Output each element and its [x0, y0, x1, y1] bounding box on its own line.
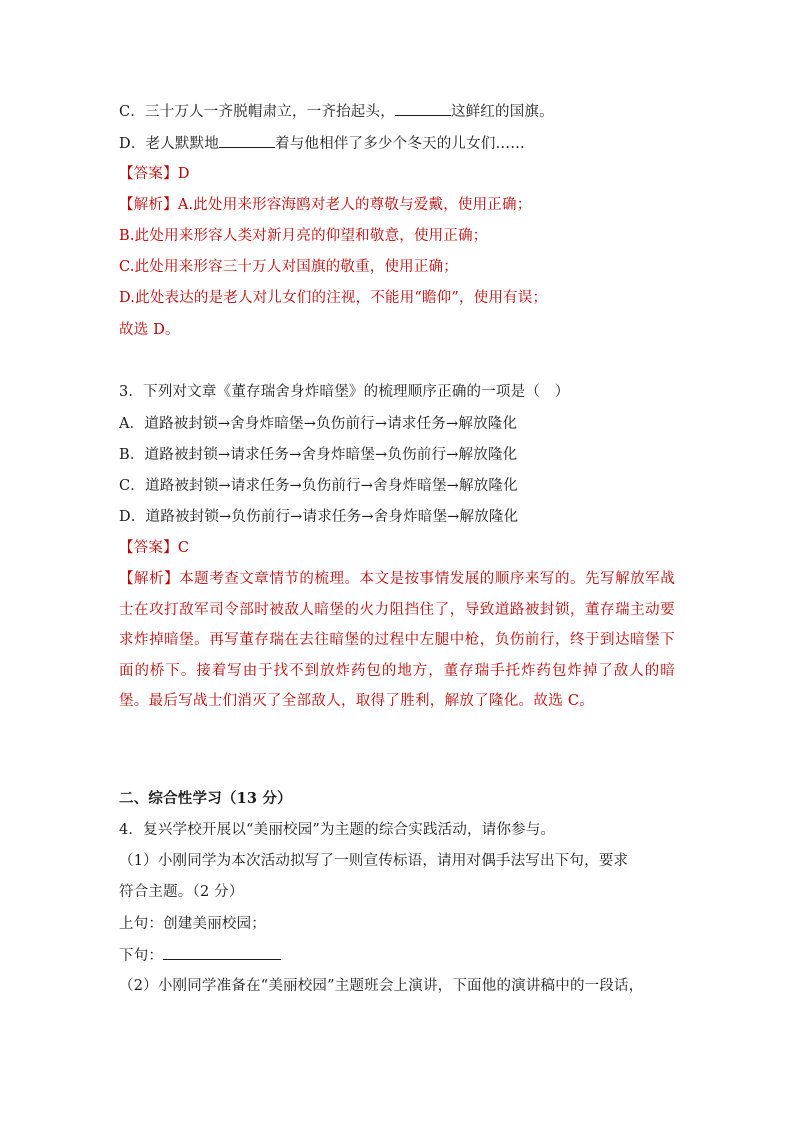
q4-stem: 4．复兴学校开展以“美丽校园”为主题的综合实践活动，请你参与。: [119, 822, 556, 838]
q2-answer: [119, 164, 679, 184]
q4-sub1-line: 符合主题。（2 分）: [119, 884, 244, 900]
answer-blank: [163, 945, 281, 960]
q3-answer: [119, 538, 679, 558]
answer-label: 【答案】: [119, 166, 178, 182]
fill-blank: [219, 133, 275, 148]
q4-lower-line: 下句：: [119, 945, 679, 966]
analysis-label: 【解析】: [119, 571, 180, 587]
q3-analysis: 【解析】本题考查文章情节的梳理。本文是按事情发展的顺序来写的。先写解放军战士在攻打敌军司令部时被敌人暗堡的火力阻挡住了，导致道路被封锁，董存瑞主动要求炸掉暗堡。再写董存瑞在去往暗堡的过程中左腿中枪，负伤前行，终于到达暗堡下面的桥下。接着写由于找不到放炸药包的地方，董存瑞手托炸药包炸掉了敌人的暗堡。最后写战士们消灭了全部敌人，取得了胜利，解放了隆化。故选 C。: [119, 571, 675, 709]
q4-sub1-line: （1）小刚同学为本次活动拟写了一则宣传标语，请用对偶手法写出下句，要求: [119, 853, 629, 869]
q2-analysis-line: B.此处用来形容人类对新月亮的仰望和敬意，使用正确；: [119, 228, 488, 244]
q2-analysis-line: 【解析】A.此处用来形容海鸥对老人的尊敬与爱戴，使用正确；: [119, 197, 532, 213]
q2-analysis-line: D.此处表达的是老人对儿女们的注视，不能用“瞻仰”，使用有误；: [119, 290, 548, 306]
q2-option-d: D．老人默默地 着与他相伴了多少个冬天的儿女们……: [119, 133, 679, 154]
q3-stem: 3．下列对文章《董存瑞舍身炸暗堡》的梳理顺序正确的一项是（ ）: [119, 384, 570, 400]
q3-option-d: D．道路被封锁→负伤前行→请求任务→舍身炸暗堡→解放隆化: [119, 509, 519, 525]
answer-value: D: [177, 166, 190, 182]
q2-option-c: C．三十万人一齐脱帽肃立，一齐抬起头， 这鲜红的国旗。: [119, 101, 679, 122]
q2-analysis-line: C.此处用来形容三十万人对国旗的敬重，使用正确；: [119, 259, 458, 275]
q3-option-a: A．道路被封锁→舍身炸暗堡→负伤前行→请求任务→解放隆化: [119, 416, 518, 432]
q3-option-c: C．道路被封锁→请求任务→负伤前行→舍身炸暗堡→解放隆化: [119, 478, 518, 494]
q2-conclusion: 故选 D。: [119, 322, 180, 338]
q4-sub2-line: （2）小刚同学准备在“美丽校园”主题班会上演讲，下面他的演讲稿中的一段话，: [119, 978, 644, 994]
answer-label: 【答案】: [119, 540, 178, 556]
analysis-label: 【解析】: [119, 197, 178, 213]
q4-upper-line: 上句：创建美丽校园；: [119, 916, 266, 932]
answer-value: C: [177, 540, 190, 556]
fill-blank: [395, 101, 451, 116]
q3-option-b: B．道路被封锁→请求任务→舍身炸暗堡→负伤前行→解放隆化: [119, 447, 518, 463]
section-heading: 二、综合性学习（13 分）: [119, 790, 292, 807]
